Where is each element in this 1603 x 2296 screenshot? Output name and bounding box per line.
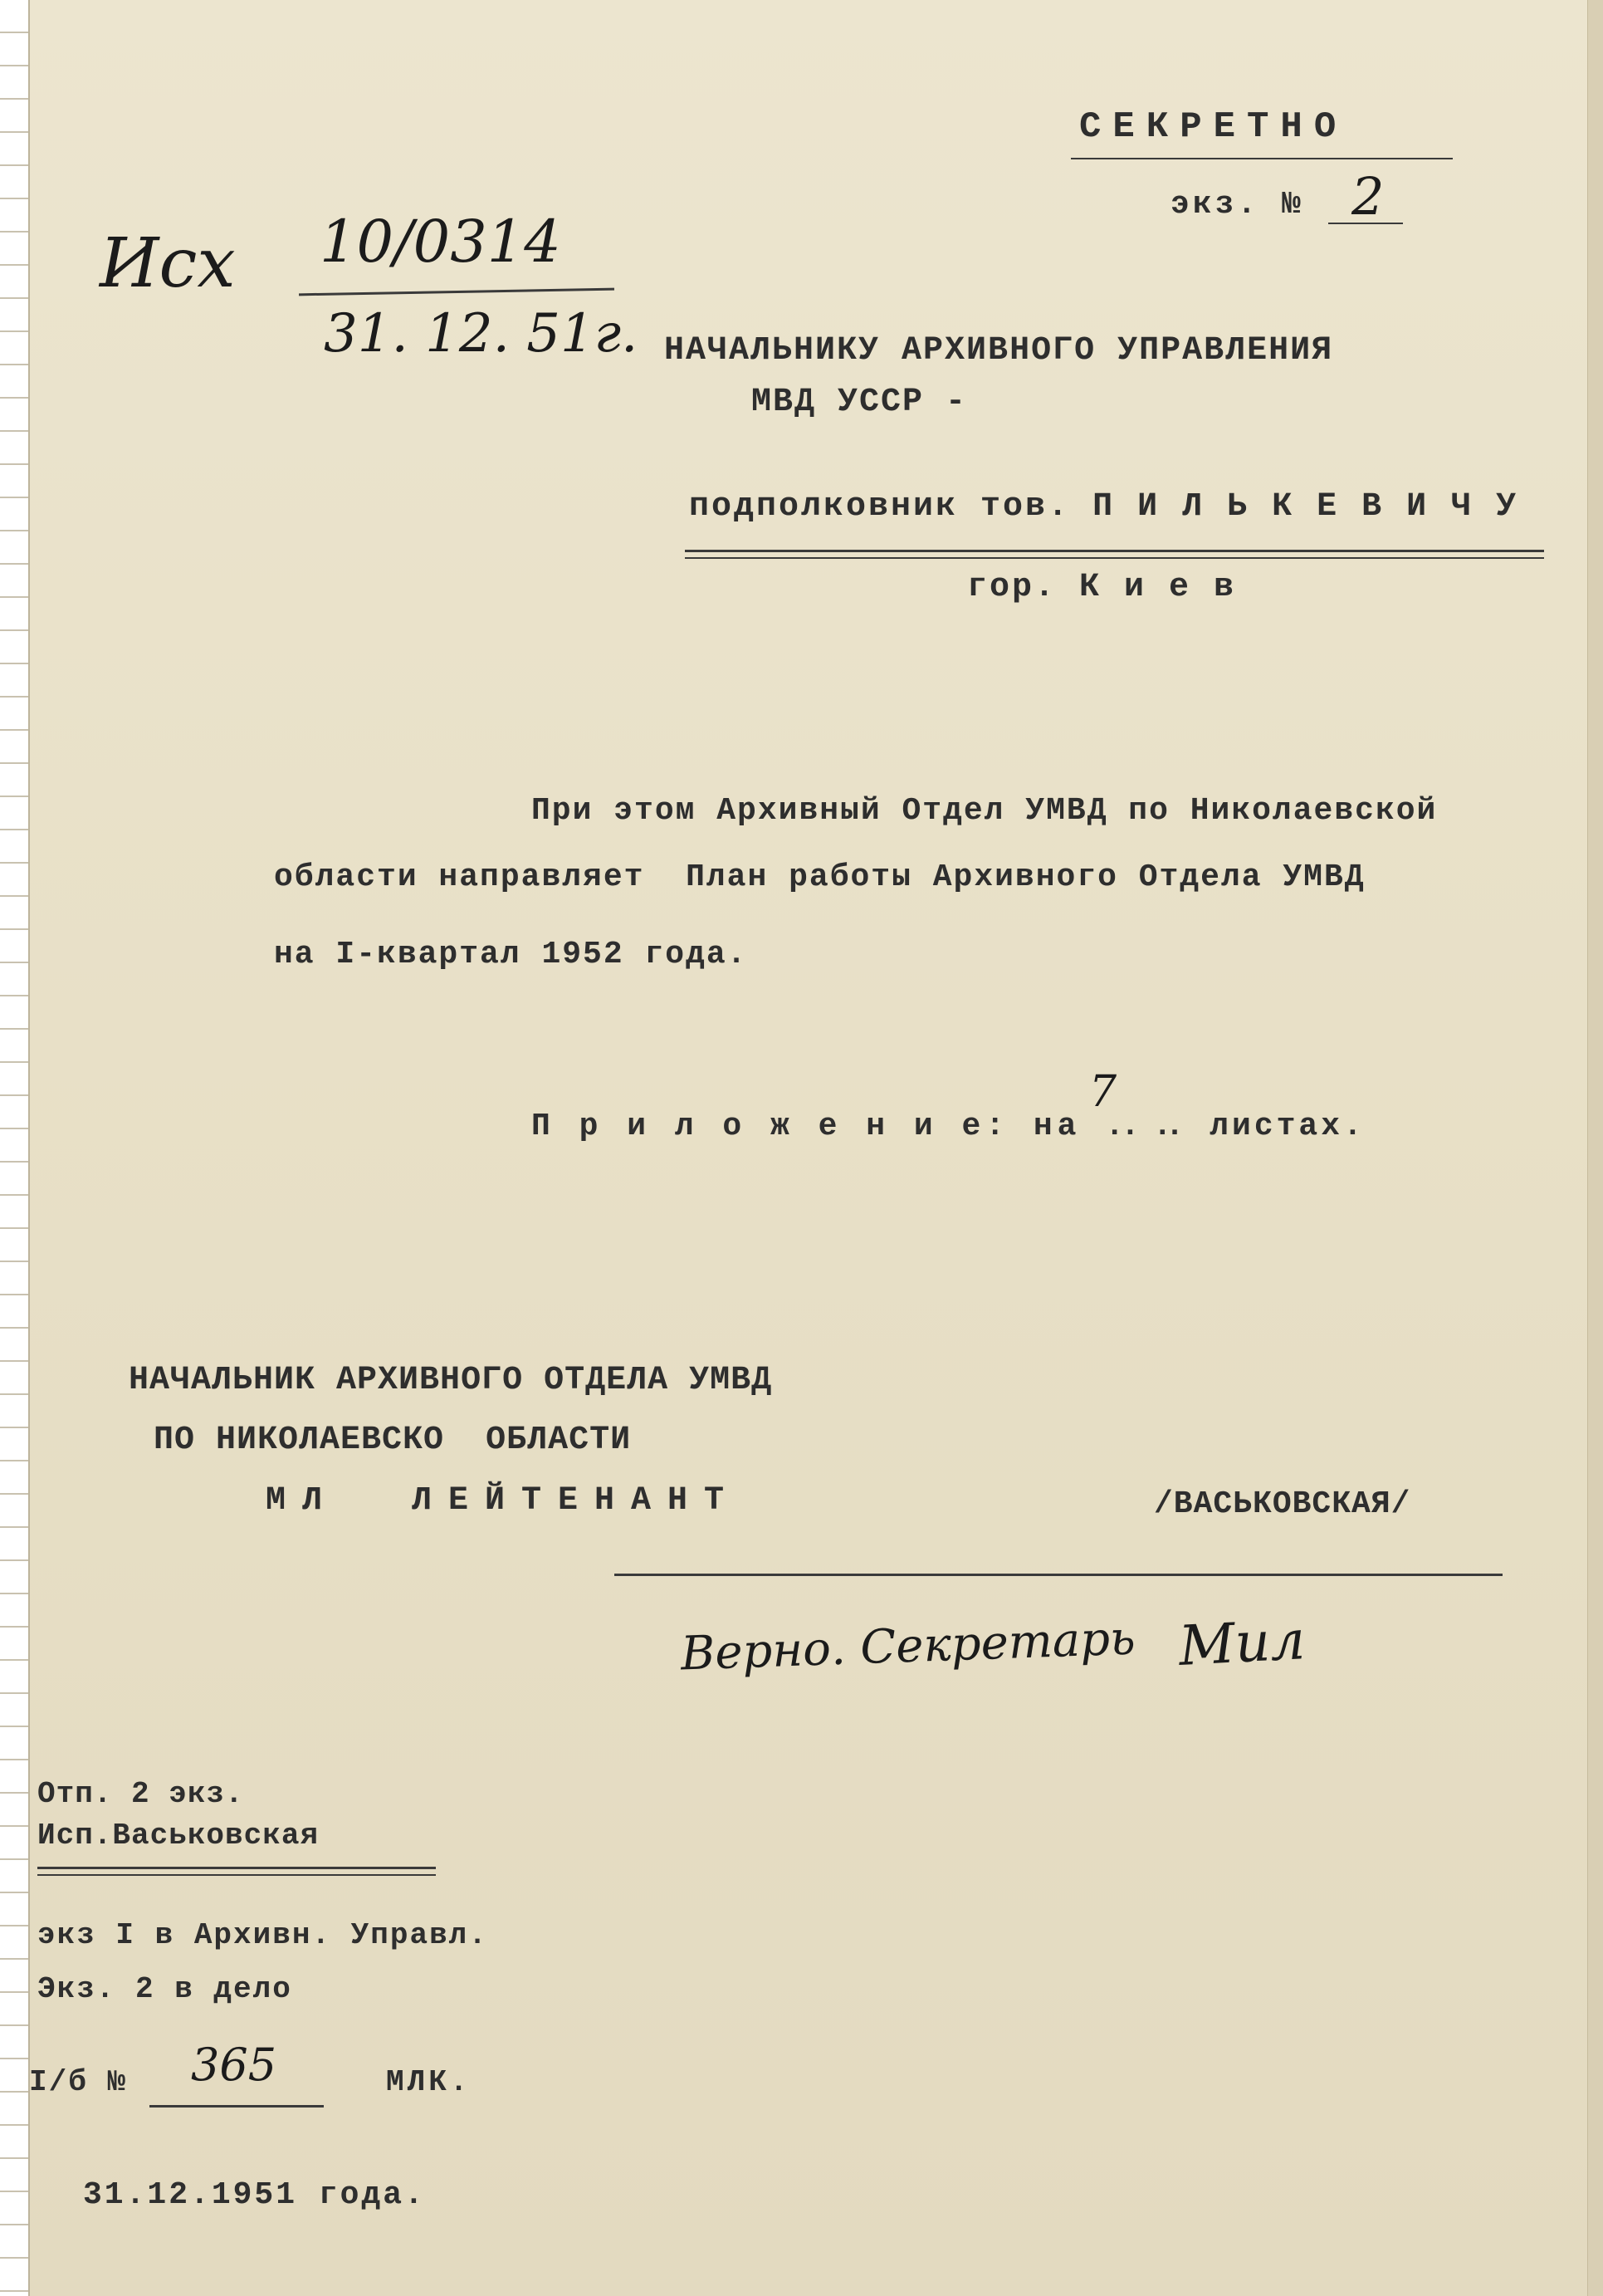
addressee-city: гор. К и е в <box>967 569 1237 606</box>
footer-copies: Отп. 2 экз. <box>37 1777 244 1811</box>
signature-rule <box>614 1574 1503 1576</box>
appendix-count: 7 <box>1089 1067 1117 1117</box>
classification-stamp: СЕКРЕТНО <box>1079 106 1348 148</box>
binding-margin <box>0 0 30 2296</box>
footer-reg-prefix: I/б № <box>29 2065 128 2099</box>
addressee-rank-name: подполковник тов. П И Л Ь К Е В И Ч У <box>689 488 1519 526</box>
addressee-line2: МВД УССР - <box>751 384 968 421</box>
appendix-text-after: . . листах. <box>1121 1109 1366 1144</box>
body-line2: области направляет План работы Архивного Отдела УМВД <box>274 859 1366 895</box>
page-edge <box>1587 0 1603 2296</box>
copy-number-underline <box>1328 223 1403 224</box>
copy-number: 2 <box>1351 166 1385 227</box>
certification-signature: Мил <box>1177 1608 1307 1678</box>
footer-reg-suffix: МЛК. <box>386 2065 472 2099</box>
signatory-title-line1: НАЧАЛЬНИК АРХИВНОГО ОТДЕЛА УМВД <box>129 1362 773 1399</box>
addressee-line1: НАЧАЛЬНИКУ АРХИВНОГО УПРАВЛЕНИЯ <box>664 332 1334 370</box>
addressee-underline <box>685 550 1544 559</box>
certification-text: Верно. Секретарь <box>680 1611 1136 1682</box>
classification-underline <box>1071 158 1453 159</box>
footer-copy1: экз I в Архивн. Управл. <box>37 1918 488 1952</box>
copy-label: экз. № <box>1170 187 1304 223</box>
footer-copy2: Экз. 2 в дело <box>37 1972 292 2006</box>
footer-date: 31.12.1951 года. <box>83 2177 426 2213</box>
signatory-rank: МЛ ЛЕЙТЕНАНТ <box>266 1482 741 1520</box>
footer-reg-number: 365 <box>191 2039 277 2091</box>
body-line1: При этом Архивный Отдел УМВД по Николаевской <box>531 793 1438 829</box>
footer-executor: Исп.Васьковская <box>37 1819 320 1853</box>
footer-reg-underline <box>149 2105 324 2108</box>
signatory-title-line2: ПО НИКОЛАЕВСКО ОБЛАСТИ <box>154 1422 632 1459</box>
registration-fraction-line <box>299 288 614 296</box>
registration-prefix: Исх <box>100 224 236 303</box>
footer-underline <box>37 1867 436 1876</box>
body-line3: на I-квартал 1952 года. <box>274 937 748 972</box>
appendix-text-before: П р и л о ж е н и е: на . . <box>531 1109 1177 1144</box>
registration-number: 10/0314 <box>320 208 561 276</box>
registration-date: 31. 12. 51г. <box>324 303 638 365</box>
signatory-name: /ВАСЬКОВСКАЯ/ <box>1154 1486 1411 1522</box>
